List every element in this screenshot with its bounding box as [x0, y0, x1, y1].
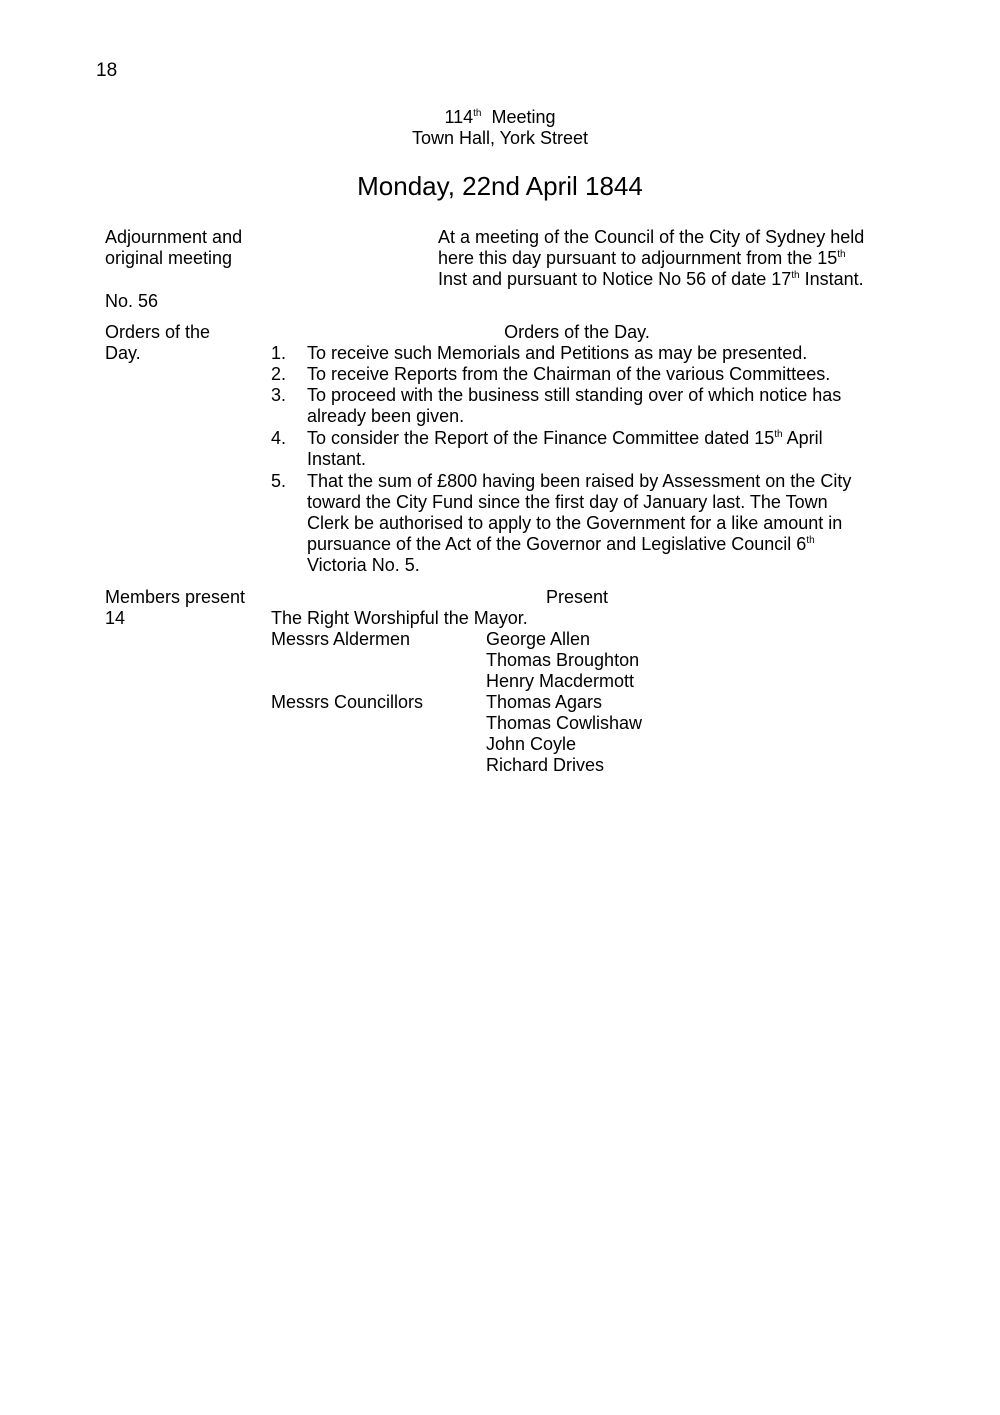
- margin-note-original-meeting: original meeting: [105, 248, 233, 268]
- adjournment-line-2: here this day pursuant to adjournment from the 15th: [438, 248, 846, 268]
- councillor-name: Richard Drives: [486, 755, 605, 775]
- margin-note-notice-number: No. 56: [105, 291, 159, 311]
- order-number: 2.: [271, 364, 287, 384]
- order-text: To proceed with the business still standing over of which notice has already been given.: [307, 385, 842, 426]
- order-number: 1.: [271, 343, 287, 363]
- alderman-name: Henry Macdermott: [486, 671, 635, 691]
- adjournment-line-3: Inst and pursuant to Notice No 56 of date 17th Instant.: [438, 269, 864, 289]
- order-text: To receive Reports from the Chairman of the various Committees.: [307, 364, 831, 384]
- alderman-name: George Allen: [486, 629, 591, 649]
- margin-note-orders: Orders of the: [105, 322, 211, 342]
- order-text: To consider the Report of the Finance Committee dated 15th April Instant.: [307, 428, 823, 469]
- meeting-number: 114th Meeting: [444, 107, 556, 127]
- order-number: 4.: [271, 428, 287, 448]
- order-text: To receive such Memorials and Petitions as may be presented.: [307, 343, 808, 363]
- order-text: That the sum of £800 having been raised by Assessment on the City toward the City Fund since the first day of January last. The Town Clerk be authorised to apply to the Government for a like amount in pursuance of the Act of the Governor and Legislative Council 6th Victoria No. 5.: [307, 471, 852, 575]
- order-number: 5.: [271, 471, 287, 491]
- order-number: 3.: [271, 385, 287, 405]
- aldermen-label: Messrs Aldermen: [271, 629, 411, 649]
- councillors-label: Messrs Councillors: [271, 692, 424, 712]
- councillor-name: Thomas Cowlishaw: [486, 713, 643, 733]
- margin-note-members-count: 14: [105, 608, 126, 628]
- present-heading: Present: [545, 587, 609, 607]
- mayor-line: The Right Worshipful the Mayor.: [271, 608, 528, 628]
- margin-note-adjournment: Adjournment and: [105, 227, 243, 247]
- page-number: 18: [96, 60, 118, 81]
- adjournment-line-1: At a meeting of the Council of the City of Sydney held: [438, 227, 865, 247]
- margin-note-day: Day.: [105, 343, 141, 363]
- margin-note-members-present: Members present: [105, 587, 246, 607]
- councillor-name: Thomas Agars: [486, 692, 603, 712]
- alderman-name: Thomas Broughton: [486, 650, 640, 670]
- orders-heading: Orders of the Day.: [504, 322, 650, 342]
- meeting-date: Monday, 22nd April 1844: [357, 171, 643, 201]
- councillor-name: John Coyle: [486, 734, 577, 754]
- meeting-venue: Town Hall, York Street: [411, 128, 589, 148]
